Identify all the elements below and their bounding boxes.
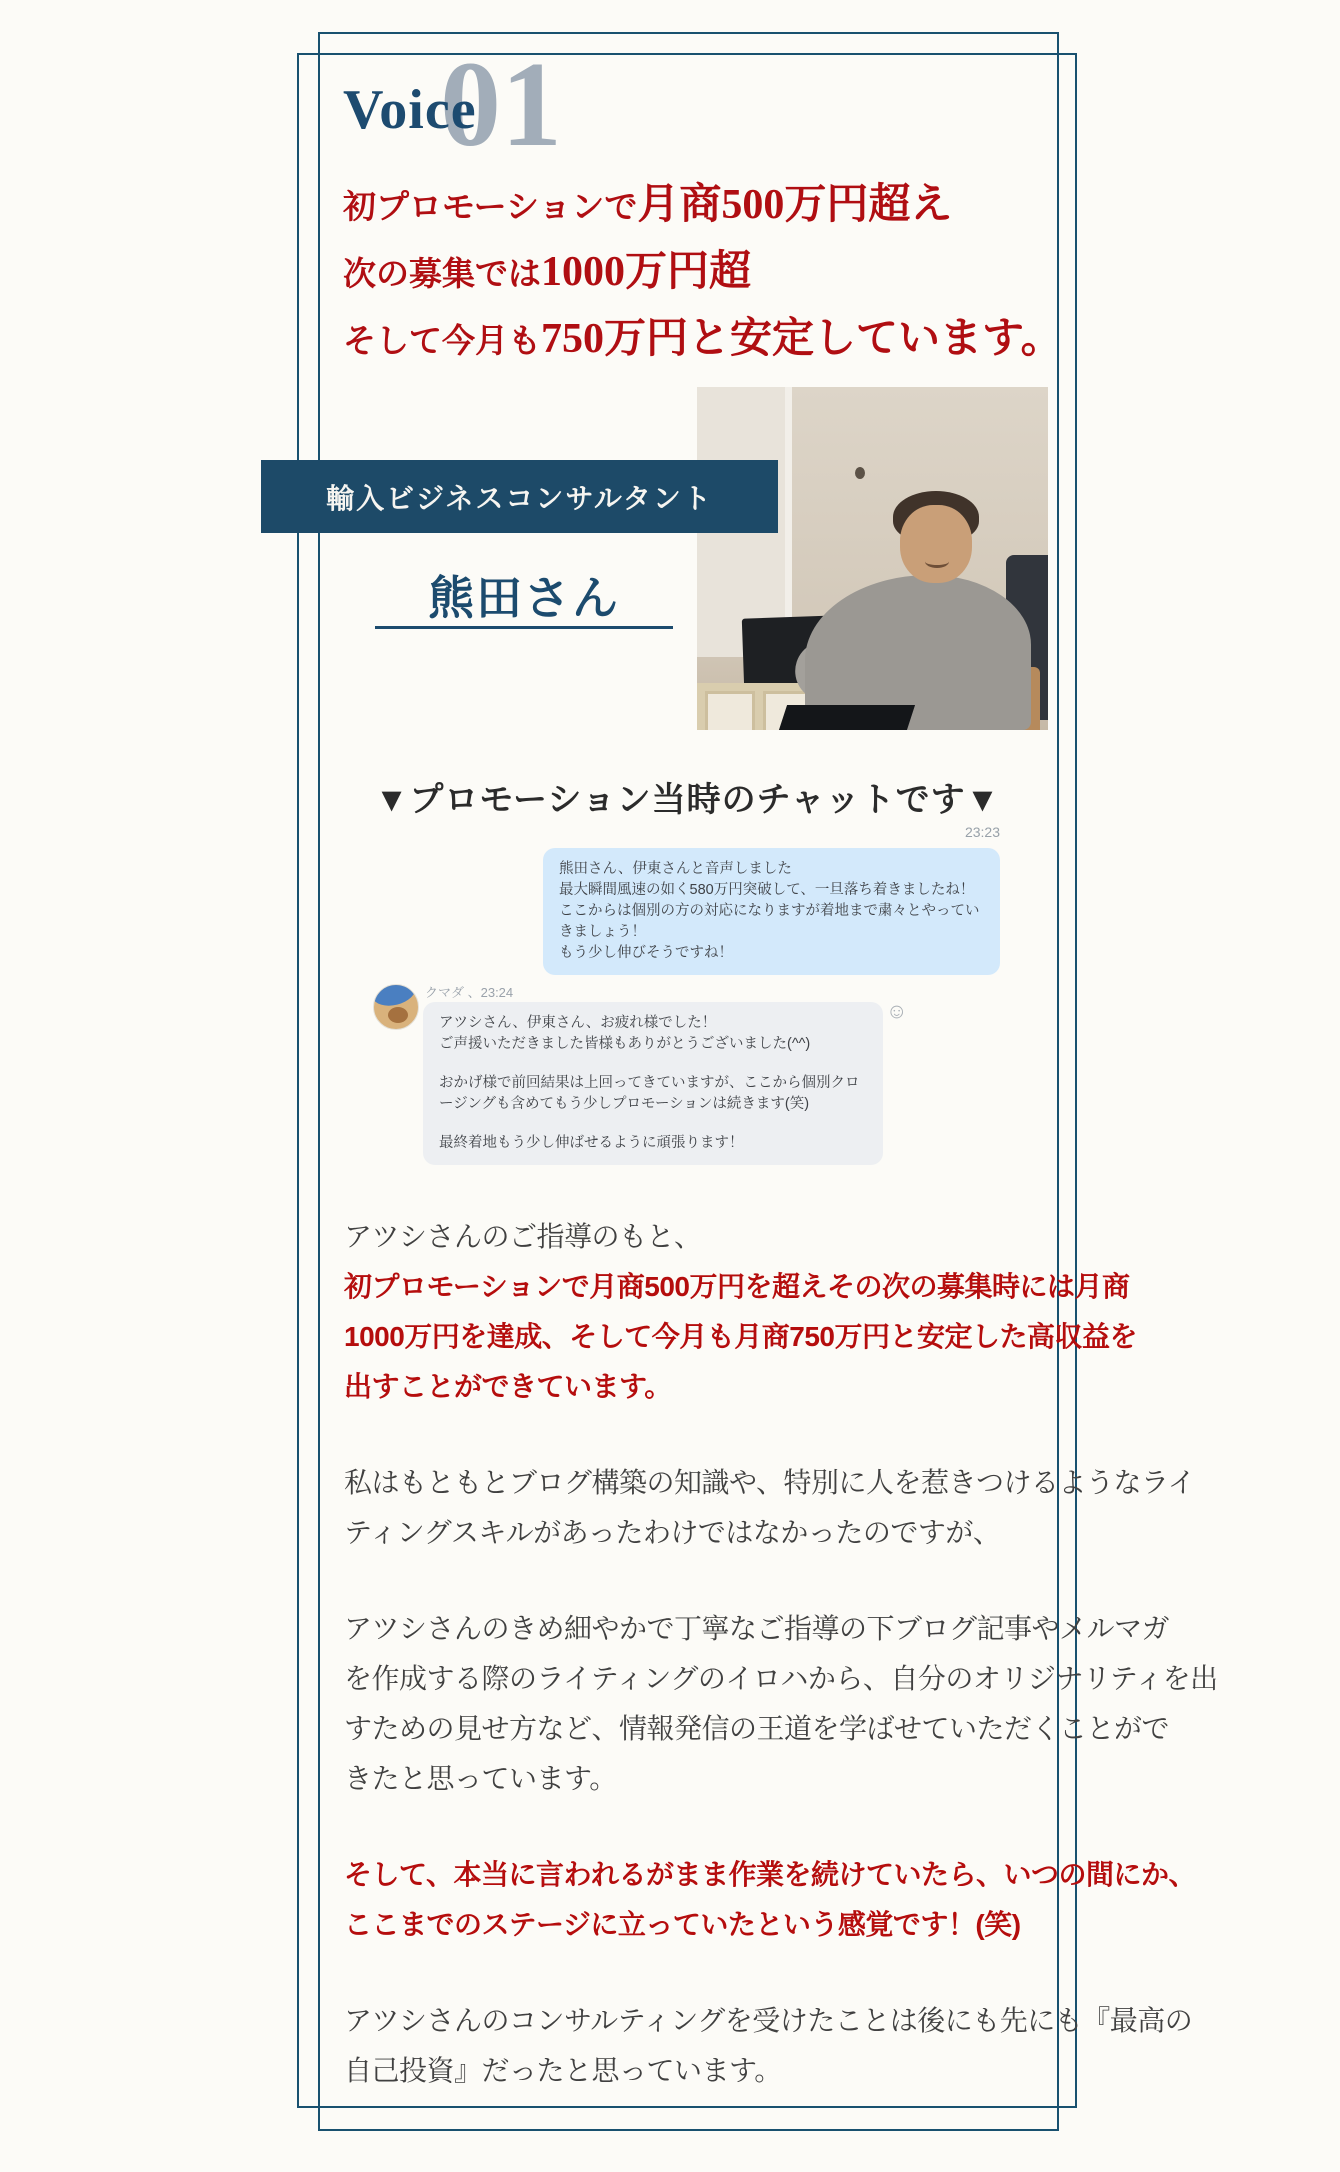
body-paragraph-3 [344,1604,1218,1804]
voice-heading: Voice [343,79,477,141]
headline-line-2 [343,243,1063,310]
avatar-cap [373,984,418,1010]
person-name: 熊田さん [428,573,620,624]
chat-timestamp-right: 23:23 [964,824,1000,840]
headline-lead: 次の募集では [343,257,541,293]
role-badge [261,460,778,533]
body-line: 出すことができています。 [344,1371,672,1402]
chat-message-line: 最終着地もう少し伸ばせるように頑張ります！ [439,1135,744,1151]
chat-message-line: ご声援いただきました皆様もありがとうございました(^^) [439,1036,811,1052]
headline-emphasis: 750万円と安定しています。 [541,316,1063,362]
body-line: 私はもともとブログ構築の知識や、特別に人を惹きつけるようなライ [344,1467,1196,1498]
voice-number: 01 [440,37,562,172]
body-line: を作成する際のライティングのイロハから、自分のオリジナリティを出 [344,1663,1218,1694]
chat-message-line: ここからは個別の方の対応になりますが着地まで粛々とやっていきましょう！ [559,903,980,940]
body-line: アツシさんのきめ細やかで丁寧なご指導の下ブログ記事やメルマガ [344,1613,1170,1644]
chat-bubble-right [543,848,1000,975]
body-line: きたと思っています。 [344,1763,617,1794]
headline [343,176,1063,377]
chat-message-line: もう少し伸びそうですね！ [559,945,733,961]
testimonial-body [344,1212,1218,2142]
body-paragraph-2 [344,1458,1196,1558]
chat-message-gap [439,1055,867,1073]
testimonial-photo [697,387,1048,730]
chat-message-line: アツシさん、伊東さん、お疲れ様でした！ [439,1015,717,1031]
headline-emphasis: 1000万円超 [541,249,752,295]
body-line: ティングスキルがあったわけではなかったのですが、 [344,1517,1001,1548]
chat-message-gap [439,1115,867,1133]
body-line: ここまでのステージに立っていたという感覚です！(笑) [344,1909,1021,1940]
photo-person-face [900,505,972,583]
photo-wall-detail [855,467,865,479]
body-line: 自己投資』だったと思っています。 [344,2055,782,2086]
chat-message-line: 熊田さん、伊東さんと音声しました [559,861,792,877]
photo-person-smile [925,555,949,568]
body-line: 初プロモーションで月商500万円を超えその次の募集時には月商 [344,1271,1130,1302]
chat-bubble-left [423,1002,883,1165]
body-line: そして、本当に言われるがまま作業を続けていたら、いつの間にか、 [344,1859,1196,1890]
smiley-reaction-icon: ☺ [886,1000,908,1023]
headline-line-1 [343,176,1063,243]
name-underline [375,626,673,629]
body-line: 1000万円を達成、そして今月も月商750万円と安定した高収益を [344,1321,1138,1352]
body-paragraph-5 [344,1996,1193,2096]
chat-section-title: ▼プロモーション当時のチャットです▼ [374,781,1001,819]
role-badge-label: 輸入ビジネスコンサルタント [326,483,713,515]
headline-lead: そして今月も [343,324,541,360]
body-line: すための見せ方など、情報発信の王道を学ばせていただくことがで [344,1713,1170,1744]
body-line: アツシさんのコンサルティングを受けたことは後にも先にも『最高の [344,2005,1193,2036]
chat-sender-label: クマダ 、23:24 [425,985,514,1000]
headline-emphasis: 月商500万円超え [637,182,953,228]
photo-cabinet-panel [705,691,755,730]
body-paragraph-4 [344,1850,1196,1950]
body-line: アツシさんのご指導のもと、 [344,1221,702,1252]
chat-message-line: 最大瞬間風速の如く580万円突破して、一旦落ち着きましたね！ [559,882,975,898]
chat-message-line: おかげ様で前回結果は上回ってきていますが、ここから個別クロージングも含めてもう少しプロモーションは続きます(笑) [439,1075,860,1112]
chat-avatar [373,984,419,1030]
photo-laptop [779,705,915,730]
headline-lead: 初プロモーションで [343,190,638,226]
avatar-bear-snout [388,1007,408,1023]
body-paragraph-1 [344,1212,1138,1412]
headline-line-3 [343,310,1063,377]
